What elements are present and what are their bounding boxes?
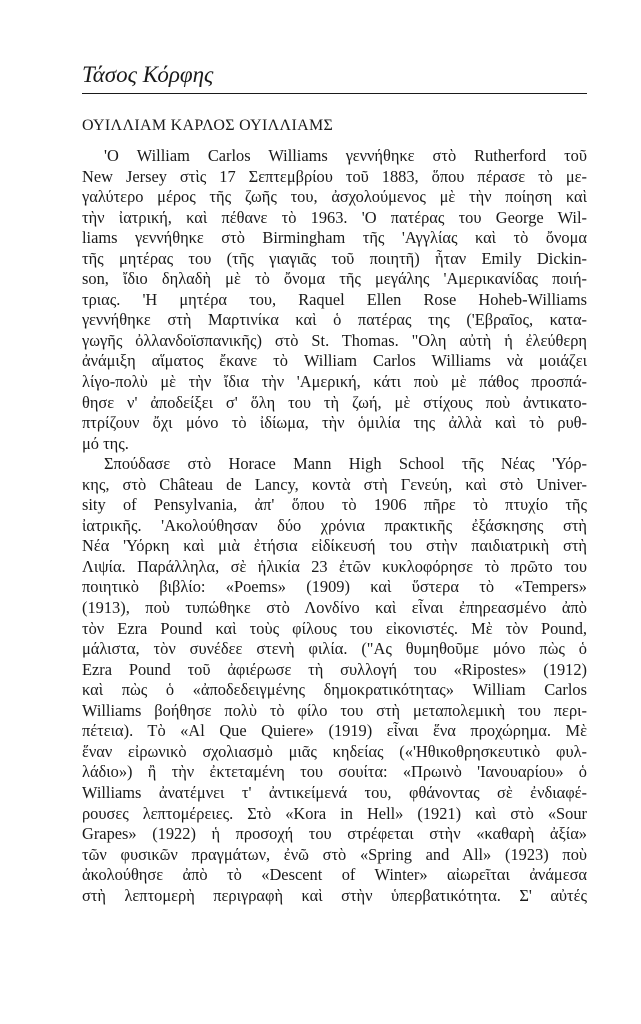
paragraph-1 bbox=[82, 146, 587, 454]
text-line: θησε ν' ἀποδείξει σ' ὅλη του τὴ ζωή, μὲ στίχους ποὺ ἀντικατο- bbox=[82, 392, 587, 412]
text-line: λίγο-πολὺ μὲ τὴν ἴδια τὴν 'Αμερική, κάτι ποὺ μὲ πάθος προσπά- bbox=[82, 372, 587, 392]
text-line: ἕναν εἰρωνικὸ σχολιασμὸ μιᾶς κηδείας («'Ηθικοθρησκευτικὸ φυλ- bbox=[82, 741, 587, 761]
text-line: τῶν φυσικῶν πραγμάτων, ἐνῶ στὸ «Spring and All» (1923) ποὺ bbox=[82, 844, 587, 864]
text-line: ποιητικὸ βιβλίο: «Poems» (1909) καὶ ὕστερα τὸ «Tempers» bbox=[82, 577, 587, 597]
text-line: γεννήθηκε στὴ Μαρτινίκα καὶ ὁ πατέρας της ('Εβραῖος, κατα- bbox=[82, 310, 587, 330]
text-line: τὸν Ezra Pound καὶ τοὺς φίλους του εἰκονιστές. Μὲ τὸν Pound, bbox=[82, 618, 587, 638]
text-line: son, ἴδιο δηλαδὴ μὲ τὸ ὄνομα τῆς μεγάλης 'Αμερικανίδας ποιή- bbox=[82, 269, 587, 289]
text-line: ἰατρικῆς. 'Ακολούθησαν δύο χρόνια πρακτικῆς ἐξάσκησης στὴ bbox=[82, 515, 587, 535]
paragraph-2 bbox=[82, 454, 587, 906]
text-line: ἀκολούθησε ἀπὸ τὸ «Descent of Winter» αἰωρεῖται ἀνάμεσα bbox=[82, 865, 587, 885]
text-line: Νέα 'Υόρκη καὶ μιὰ ἐτήσια εἰδίκευσή του στὴν παιδιατρικὴ στὴ bbox=[82, 536, 587, 556]
text-line: Λιψία. Παράλληλα, σὲ ἡλικία 23 ἐτῶν κυκλοφόρησε τὸ πρῶτο του bbox=[82, 556, 587, 576]
text-line: λάδιο») ἢ τὴν ἐκτεταμένη του σουίτα: «Πρωινὸ 'Ιανουαρίου» ὁ bbox=[82, 762, 587, 782]
text-line: καὶ πὼς ὁ «ἀποδεδειγμένης δημοκρατικότητας» William Carlos bbox=[82, 680, 587, 700]
text-line: Williams βοήθησε πολὺ τὸ φίλο του στὴ μεταπολεμικὴ του περι- bbox=[82, 700, 587, 720]
text-line: πέτεια). Τὸ «Al Que Quiere» (1919) εἶναι ἕνα προχώρημα. Μὲ bbox=[82, 721, 587, 741]
text-line: κης, στὸ Château de Lancy, κοντὰ στὴ Γενεύη, καὶ στὸ Univer- bbox=[82, 474, 587, 494]
text-line: μάλιστα, τὸν συνέδεε στενὴ φιλία. ("Ας θυμηθοῦμε μόνο πὼς ὁ bbox=[82, 639, 587, 659]
text-line: τῆς μητέρας του (τῆς γιαγιᾶς τοῦ ποιητῆ) ἦταν Emily Dickin- bbox=[82, 248, 587, 268]
text-line: liams γεννήθηκε στὸ Birmingham τῆς 'Αγγλίας καὶ τὸ ὄνομα bbox=[82, 228, 587, 248]
text-line: sity of Pensylvania, ἀπ' ὅπου τὸ 1906 πῆρε τὸ πτυχίο τῆς bbox=[82, 495, 587, 515]
text-line: Grapes» (1922) ἡ προσοχή του στρέφεται στὴν «καθαρὴ ἀξία» bbox=[82, 824, 587, 844]
running-header bbox=[82, 60, 587, 96]
author-name: Τάσος Κόρφης bbox=[82, 62, 214, 87]
section-title: ΟΥΙΛΛΙΑΜ ΚΑΡΛΟΣ ΟΥΙΛΛΙΑΜΣ bbox=[82, 117, 334, 134]
text-line: Williams ἀνατέμνει τ' ἀντικείμενά του, φθάνοντας σὲ ἐνδιαφέ- bbox=[82, 782, 587, 802]
text-line: Σπούδασε στὸ Horace Mann High School τῆς Νέας 'Υόρ- bbox=[104, 454, 587, 474]
text-line: στὴ λεπτομερὴ περιγραφὴ καὶ στὴν ὑπερβατικότητα. Σ' αὐτές bbox=[82, 885, 587, 905]
text-line: γωγῆς ὀλλανδοϊσπανικῆς) στὸ St. Thomas. "Ολη αὐτὴ ἡ ἐλεύθερη bbox=[82, 330, 587, 350]
text-line: New Jersey στὶς 17 Σεπτεμβρίου τοῦ 1883, ὅπου πέρασε τὸ με- bbox=[82, 166, 587, 186]
text-line: γαλύτερο μέρος τῆς ζωῆς του, ἀσχολούμενος μὲ τὴν ποίηση καὶ bbox=[82, 187, 587, 207]
text-line: (1913), ποὺ τυπώθηκε στὸ Λονδίνο καὶ εἶναι ἐπηρεασμένο ἀπὸ bbox=[82, 598, 587, 618]
text-line: 'Ο William Carlos Williams γεννήθηκε στὸ Rutherford τοῦ bbox=[104, 146, 587, 165]
text-line: πτρίζουν ὄχι μόνο τὸ ἰδίωμα, τὴν ὁμιλία της ἀλλὰ καὶ τὸ ρυθ- bbox=[82, 413, 587, 433]
text-line: μό της. bbox=[82, 433, 129, 453]
text-line: ἀνάμιξη αἵματος ἔκανε τὸ William Carlos Williams νὰ μοιάζει bbox=[82, 351, 587, 371]
body-text bbox=[82, 146, 587, 906]
text-line: Ezra Pound τοῦ ἀφιέρωσε τὴ συλλογή του «Ripostes» (1912) bbox=[82, 659, 587, 679]
text-line: ρουσες λεπτομέρειες. Στὸ «Kora in Hell» (1921) καὶ στὸ «Sour bbox=[82, 803, 587, 823]
header-rule bbox=[82, 93, 587, 94]
text-line: τριας. 'Η μητέρα του, Raquel Ellen Rose Hoheb-Williams bbox=[82, 289, 587, 309]
text-line: τὴν ἰατρική, καὶ πέθανε τὸ 1963. 'Ο πατέρας του George Wil- bbox=[82, 207, 587, 227]
